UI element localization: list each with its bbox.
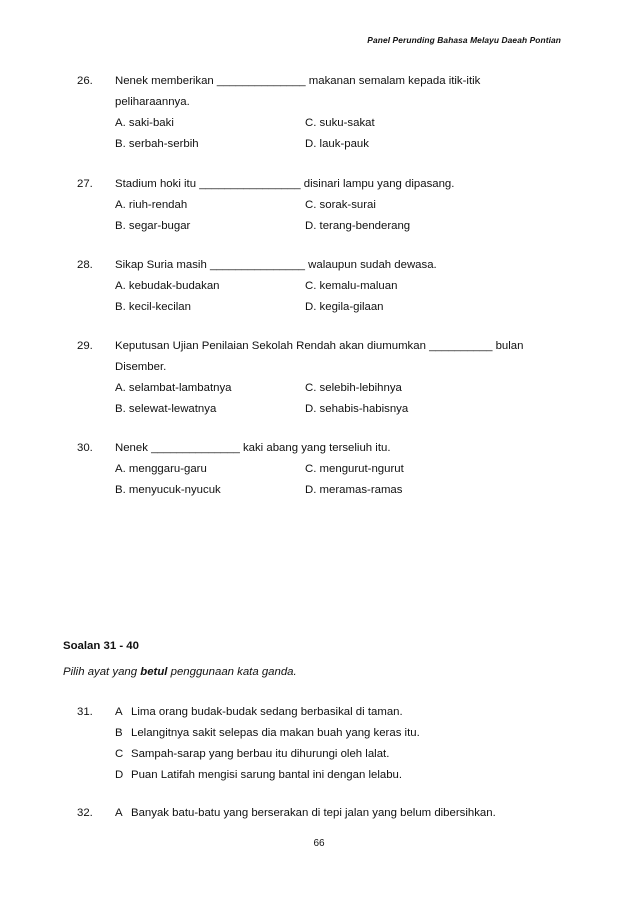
answer-options (77, 117, 577, 159)
question-28 (77, 259, 577, 322)
option-a[interactable]: A. selambat-lambatnya (115, 382, 232, 394)
question-number: 27. (77, 178, 93, 190)
section-title: Soalan 31 - 40 (63, 640, 139, 652)
question-text: Stadium hoki itu ________________ disinari lampu yang dipasang. (115, 178, 455, 190)
question-26 (77, 75, 577, 159)
option-letter-a[interactable]: A (115, 807, 123, 819)
answer-options (77, 280, 577, 322)
answer-options (77, 199, 577, 241)
instruction-emphasis: betul (140, 666, 168, 678)
option-a[interactable]: A. saki-baki (115, 117, 174, 129)
option-a-text[interactable]: Banyak batu-batu yang berserakan di tepi jalan yang belum dibersihkan. (131, 807, 496, 819)
question-30 (77, 442, 577, 505)
question-27 (77, 178, 577, 241)
question-number: 32. (77, 807, 93, 819)
option-b[interactable]: B. menyucuk-nyucuk (115, 484, 221, 496)
answer-options (77, 382, 577, 424)
question-text: Keputusan Ujian Penilaian Sekolah Rendah akan diumumkan __________ bulan (115, 340, 524, 352)
option-d[interactable]: D. lauk-pauk (305, 138, 369, 150)
option-a[interactable]: A. menggaru-garu (115, 463, 207, 475)
option-d[interactable]: D. sehabis-habisnya (305, 403, 409, 415)
question-number: 30. (77, 442, 93, 454)
question-32 (77, 807, 577, 828)
question-text-continued: Disember. (115, 361, 167, 373)
question-text: Nenek ______________ kaki abang yang terseliuh itu. (115, 442, 391, 454)
option-c[interactable]: C. selebih-lebihnya (305, 382, 402, 394)
option-c[interactable]: C. mengurut-ngurut (305, 463, 404, 475)
question-number: 29. (77, 340, 93, 352)
page-number: 66 (313, 838, 325, 849)
question-number: 28. (77, 259, 93, 271)
option-letter-c[interactable]: C (115, 748, 124, 760)
option-b[interactable]: B. selewat-lewatnya (115, 403, 217, 415)
question-29 (77, 340, 577, 424)
option-b-text[interactable]: Lelangitnya sakit selepas dia makan buah yang keras itu. (131, 727, 420, 739)
question-number: 26. (77, 75, 93, 87)
option-c[interactable]: C. sorak-surai (305, 199, 376, 211)
option-c[interactable]: C. kemalu-maluan (305, 280, 398, 292)
option-letter-d[interactable]: D (115, 769, 124, 781)
answer-options (77, 463, 577, 505)
question-31 (77, 706, 577, 790)
option-b[interactable]: B. segar-bugar (115, 220, 191, 232)
option-d[interactable]: D. kegila-gilaan (305, 301, 384, 313)
option-d[interactable]: D. meramas-ramas (305, 484, 403, 496)
option-letter-b[interactable]: B (115, 727, 123, 739)
instruction-post: penggunaan kata ganda. (167, 666, 297, 678)
option-b[interactable]: B. serbah-serbih (115, 138, 199, 150)
option-c-text[interactable]: Sampah-sarap yang berbau itu dihurungi oleh lalat. (131, 748, 390, 760)
option-d-text[interactable]: Puan Latifah mengisi sarung bantal ini dengan lelabu. (131, 769, 403, 781)
option-a[interactable]: A. kebudak-budakan (115, 280, 220, 292)
page-header: Panel Perunding Bahasa Melayu Daeah Pontian (367, 35, 561, 45)
option-a[interactable]: A. riuh-rendah (115, 199, 188, 211)
instruction-pre: Pilih ayat yang (63, 666, 141, 678)
question-text: Nenek memberikan ______________ makanan semalam kepada itik-itik (115, 75, 481, 87)
section-instruction (63, 666, 297, 678)
question-number: 31. (77, 706, 93, 718)
option-d[interactable]: D. terang-benderang (305, 220, 411, 232)
question-text-continued: peliharaannya. (115, 96, 190, 108)
option-b[interactable]: B. kecil-kecilan (115, 301, 191, 313)
option-c[interactable]: C. suku-sakat (305, 117, 375, 129)
question-text: Sikap Suria masih _______________ walaupun sudah dewasa. (115, 259, 437, 271)
option-a-text[interactable]: Lima orang budak-budak sedang berbasikal di taman. (131, 706, 403, 718)
option-letter-a[interactable]: A (115, 706, 123, 718)
section-heading (63, 640, 297, 678)
